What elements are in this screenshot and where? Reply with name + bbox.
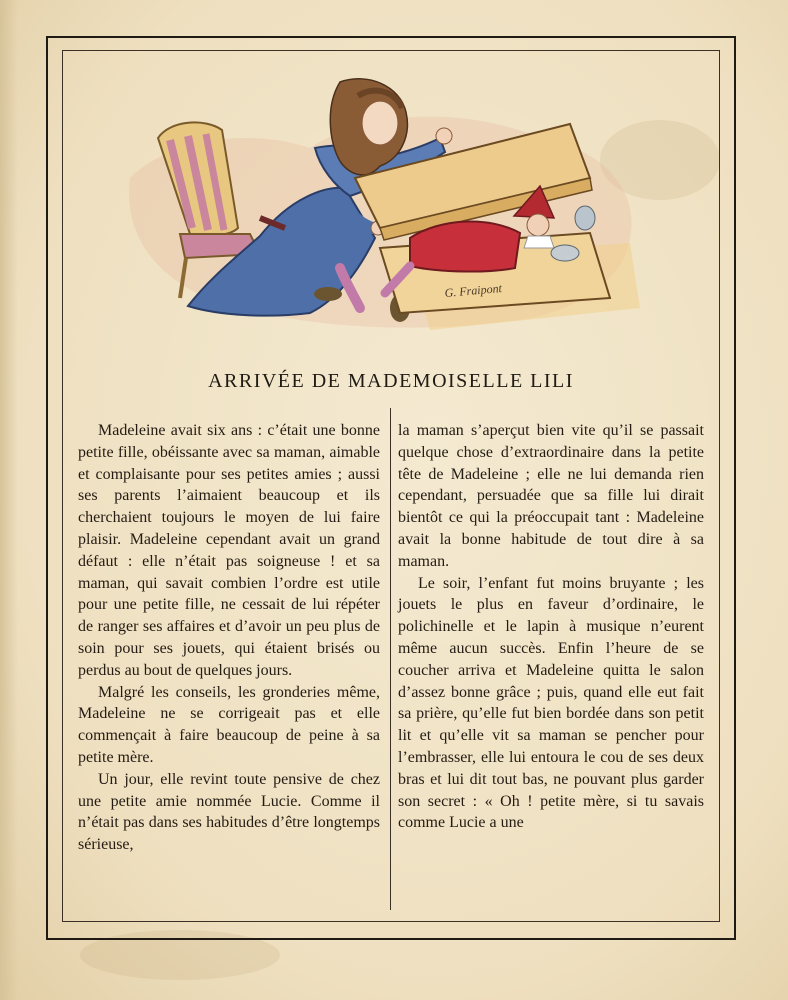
chapter-illustration (110, 68, 670, 338)
column-divider (390, 408, 391, 910)
paragraph: Un jour, elle revint toute pensive de chez une petite amie nommée Lucie. Comme il n’était pas dans ses habitudes d’être longtemps sérieuse, (78, 770, 380, 854)
paragraph: la maman s’aperçut bien vite qu’il se passait quelque chose d’extraordinaire dans la petite tête de Madeleine ; elle ne lui demanda rien cependant, persuadée que sa fille lui dirait bientôt ce qui la préoccupait tant : Madeleine avait la bonne habitude de tout dire à sa maman. (398, 422, 704, 570)
paragraph: Le soir, l’enfant fut moins bruyante ; les jouets le plus en faveur d’ordinaire, le polichinelle et le lapin à musique n’eurent même aucun succès. Enfin l’heure de se coucher arriva et Madeleine quitta le salon d’assez bonne grâce ; puis, quand elle eut fait sa prière, qu’elle fut bien bordée dans son petit lit et qu’elle vit sa maman se pencher pour l’embrasser, elle lui entoura le cou de ses deux bras et lui dit tout bas, ne pouvant plus garder son secret : « Oh ! petite mère, si tu savais comme Lucie a une (398, 574, 704, 832)
svg-text:G. Fraipont: G. Fraipont (444, 281, 503, 300)
chapter-title: ARRIVÉE DE MADEMOISELLE LILI (208, 370, 574, 392)
paragraph: Malgré les conseils, les gronderies même, Madeleine ne se corrigeait pas et elle commençait à faire beaucoup de peine à sa petite mère. (78, 683, 380, 766)
text-column-right (398, 420, 704, 910)
page-edge-shadow (0, 0, 18, 1000)
text-column-left (78, 420, 380, 910)
paragraph: Madeleine avait six ans : c’était une bonne petite fille, obéissante avec sa maman, aimable et complaisante pour ses petites amies ; aussi ses parents l’aimaient beaucoup et ils cherchaient toujours le moyen de lui faire plaisir. Madeleine cependant avait un grand défaut : elle n’était pas soigneuse ! et sa maman, qui savait combien l’ordre est utile pour une petite fille, ne cessait de lui répéter de ranger ses affaires et d’avoir un peu plus de soin pour ses jouets, qui étaient brisés ou perdus au bout de quelques jours. (78, 422, 380, 679)
